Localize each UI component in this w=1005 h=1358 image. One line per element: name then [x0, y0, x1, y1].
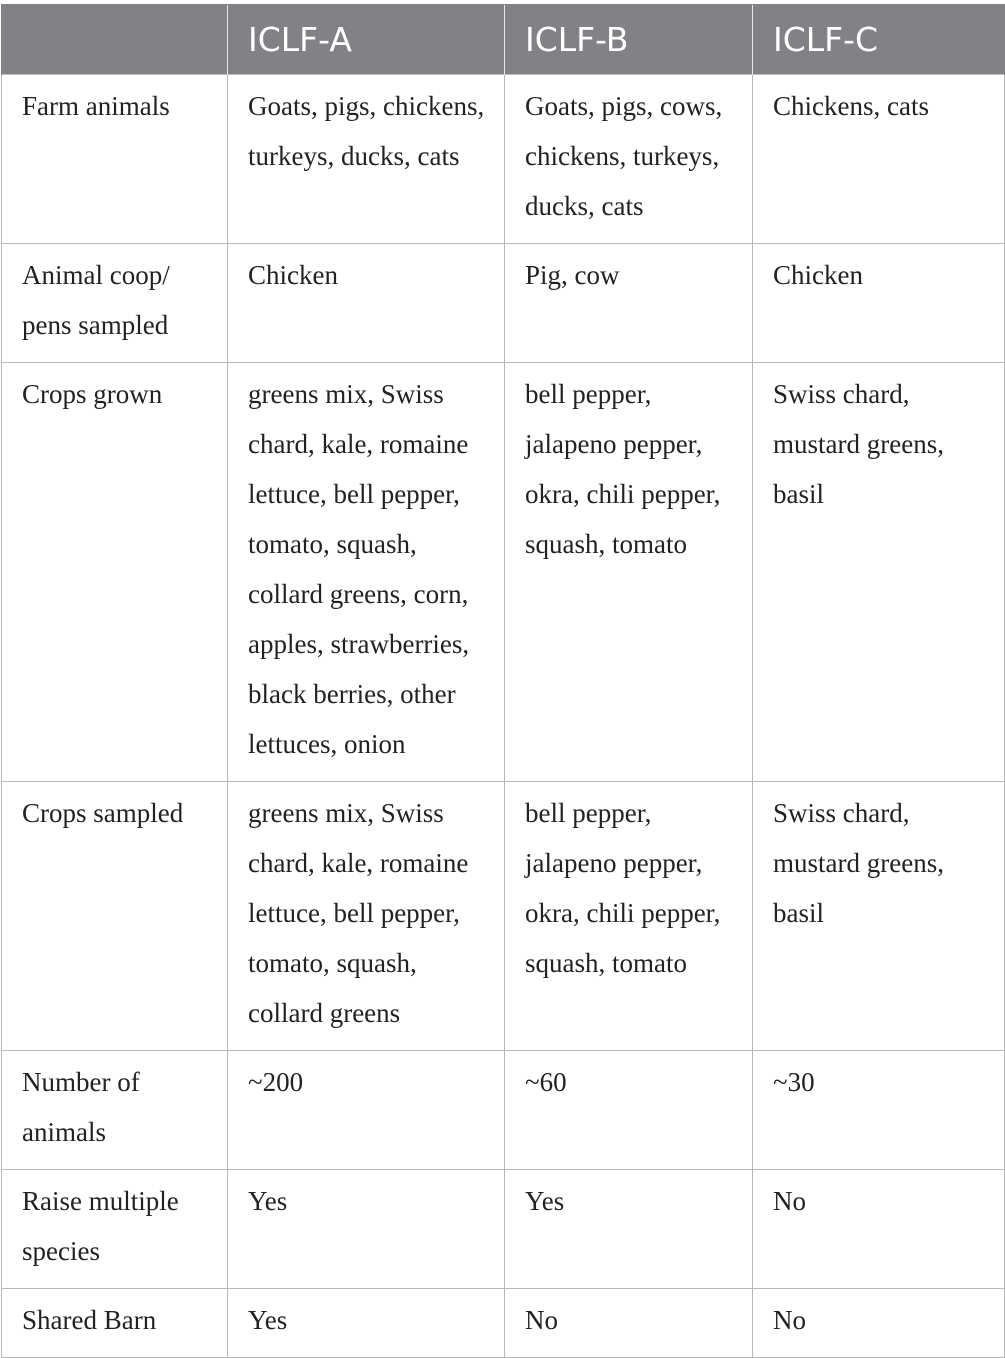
cell-iclf-a: Yes [228, 1289, 505, 1358]
table-header [2, 5, 1005, 75]
row-label: Crops grown [2, 363, 228, 782]
cell-iclf-b: Goats, pigs, cows, chickens, turkeys, ducks, cats [505, 75, 753, 244]
cell-iclf-b: No [505, 1289, 753, 1358]
cell-iclf-b: bell pepper, jalapeno pepper, okra, chili pepper, squash, tomato [505, 782, 753, 1051]
cell-iclf-b: bell pepper, jalapeno pepper, okra, chili pepper, squash, tomato [505, 363, 753, 782]
table-row [2, 782, 1005, 1051]
cell-iclf-a: Goats, pigs, chickens, turkeys, ducks, cats [228, 75, 505, 244]
cell-iclf-c: ~30 [753, 1051, 1005, 1170]
cell-iclf-c: Chicken [753, 244, 1005, 363]
cell-iclf-a: ~200 [228, 1051, 505, 1170]
header-row [2, 5, 1005, 75]
table-row [2, 75, 1005, 244]
header-cell-iclf-a: ICLF-A [228, 5, 505, 75]
row-label: Number of animals [2, 1051, 228, 1170]
table-row [2, 1051, 1005, 1170]
cell-iclf-c: Swiss chard, mustard greens, basil [753, 782, 1005, 1051]
cell-iclf-a: Chicken [228, 244, 505, 363]
row-label: Raise multiple species [2, 1170, 228, 1289]
cell-iclf-c: No [753, 1170, 1005, 1289]
cell-iclf-b: Pig, cow [505, 244, 753, 363]
cell-iclf-b: ~60 [505, 1051, 753, 1170]
table-row [2, 1170, 1005, 1289]
cell-iclf-b: Yes [505, 1170, 753, 1289]
cell-iclf-c: Swiss chard, mustard greens, basil [753, 363, 1005, 782]
table-row [2, 244, 1005, 363]
header-cell-iclf-b: ICLF-B [505, 5, 753, 75]
cell-iclf-c: Chickens, cats [753, 75, 1005, 244]
row-label: Animal coop/ pens sampled [2, 244, 228, 363]
table-row [2, 1289, 1005, 1358]
row-label: Shared Barn [2, 1289, 228, 1358]
header-cell-empty [2, 5, 228, 75]
cell-iclf-a: greens mix, Swiss chard, kale, romaine lettuce, bell pepper, tomato, squash, collard greens, corn, apples, strawberries, black berries, other lettuces, onion [228, 363, 505, 782]
table-body [2, 75, 1005, 1358]
farm-comparison-table [1, 4, 1005, 1358]
row-label: Farm animals [2, 75, 228, 244]
cell-iclf-c: No [753, 1289, 1005, 1358]
cell-iclf-a: greens mix, Swiss chard, kale, romaine lettuce, bell pepper, tomato, squash, collard greens [228, 782, 505, 1051]
row-label: Crops sampled [2, 782, 228, 1051]
cell-iclf-a: Yes [228, 1170, 505, 1289]
header-cell-iclf-c: ICLF-C [753, 5, 1005, 75]
table-row [2, 363, 1005, 782]
